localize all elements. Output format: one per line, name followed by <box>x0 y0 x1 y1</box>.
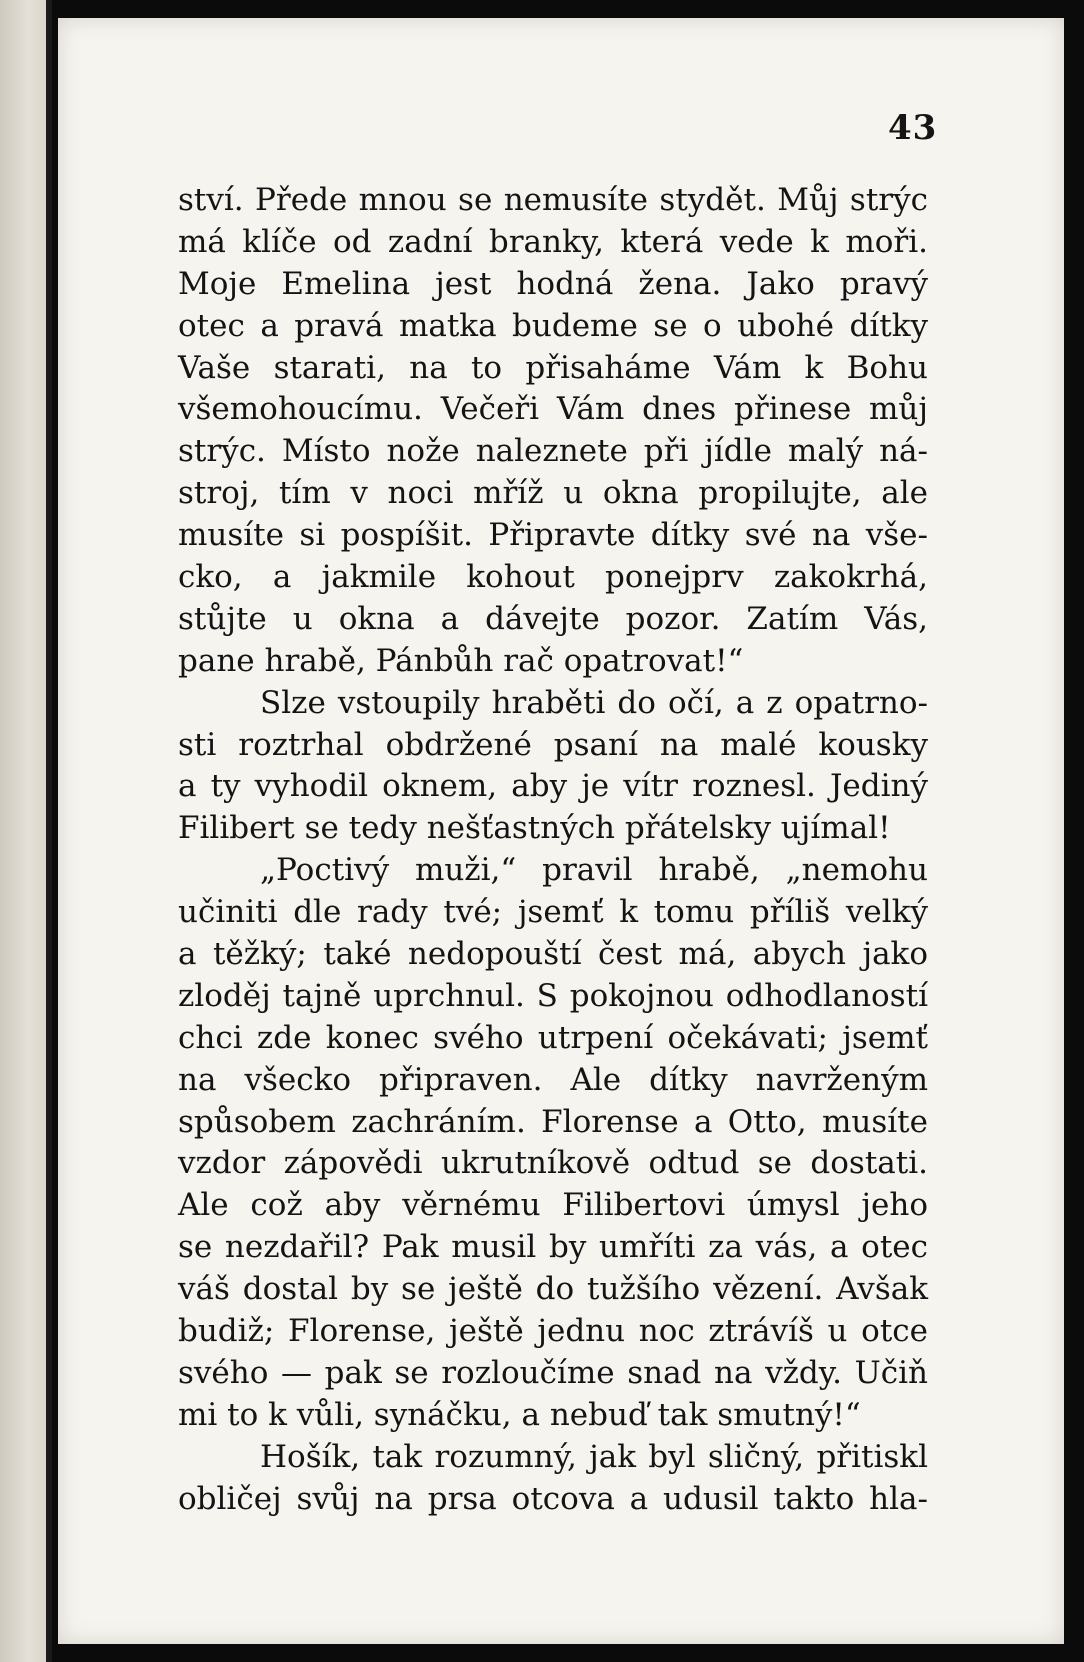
text-line: zloděj tajně uprchnul. S pokojnou odhodlaností <box>178 977 928 1014</box>
text-line: cko, a jakmile kohout ponejprv zakokrhá, <box>178 559 928 596</box>
text-line: má klíče od zadní branky, která vede k moři. <box>178 223 928 260</box>
text-line: stůjte u okna a dávejte pozor. Zatím Vás, <box>178 600 928 637</box>
text-line: musíte si pospíšit. Připravte dítky své na vše- <box>178 517 928 554</box>
text-line: mi to k vůli, synáčku, a nebuď tak smutný!“ <box>178 1396 861 1433</box>
text-line: a ty vyhodil oknem, aby je vítr roznesl. Jediný <box>178 768 928 805</box>
text-line: obličej svůj na prsa otcova a udusil takto hla- <box>178 1480 928 1517</box>
book-page <box>58 18 1064 1644</box>
text-line: stroj, tím v noci mříž u okna propilujte, ale <box>178 475 928 512</box>
text-line: strýc. Místo nože naleznete při jídle malý ná- <box>178 433 928 470</box>
text-line: Moje Emelina jest hodná žena. Jako pravý <box>178 265 928 302</box>
previous-page-edge <box>0 0 52 1662</box>
text-line: svého — pak se rozloučíme snad na vždy. Učiň <box>178 1354 928 1391</box>
text-line: ství. Přede mnou se nemusíte stydět. Můj strýc <box>178 182 928 218</box>
text-line: pane hrabě, Pánbůh rač opatrovat!“ <box>178 642 744 679</box>
text-line: váš dostal by se ještě do tužšího vězení. Avšak <box>178 1271 928 1308</box>
text-line: se nezdařil? Pak musil by umříti za vás, a otec <box>178 1229 928 1266</box>
text-line: na všecko připraven. Ale dítky navrženým <box>178 1061 928 1098</box>
text-line: Filibert se tedy nešťastných přátelsky ujímal! <box>178 810 891 847</box>
text-line: Vaše starati, na to přisaháme Vám k Bohu <box>178 349 928 386</box>
text-line: budiž; Florense, ještě jednu noc ztrávíš u otce <box>178 1313 928 1350</box>
text-line: otec a pravá matka budeme se o ubohé dítky <box>178 307 928 344</box>
text-line: a těžký; také nedopouští čest má, abych jako <box>178 936 928 973</box>
body-text <box>178 180 928 1521</box>
text-line: Ale což aby věrnému Filibertovi úmysl jeho <box>178 1187 928 1224</box>
page-number: 43 <box>888 108 938 148</box>
text-line: učiniti dle rady tvé; jsemť k tomu příliš velký <box>178 894 928 931</box>
text-line: sti roztrhal obdržené psaní na malé kousky <box>178 726 928 763</box>
text-line: chci zde konec svého utrpení očekávati; jsemť <box>178 1019 928 1056</box>
text-line: Hošík, tak rozumný, jak byl sličný, přitiskl <box>260 1438 928 1475</box>
text-line: „Poctivý muži,“ pravil hrabě, „nemohu <box>260 852 928 889</box>
text-line: vzdor zápovědi ukrutníkově odtud se dostati. <box>178 1145 928 1182</box>
text-line: Slze vstoupily hraběti do očí, a z opatrno- <box>260 684 928 721</box>
text-line: všemohoucímu. Večeři Vám dnes přinese můj <box>178 391 928 428</box>
text-line: spůsobem zachráním. Florense a Otto, musíte <box>178 1103 928 1140</box>
